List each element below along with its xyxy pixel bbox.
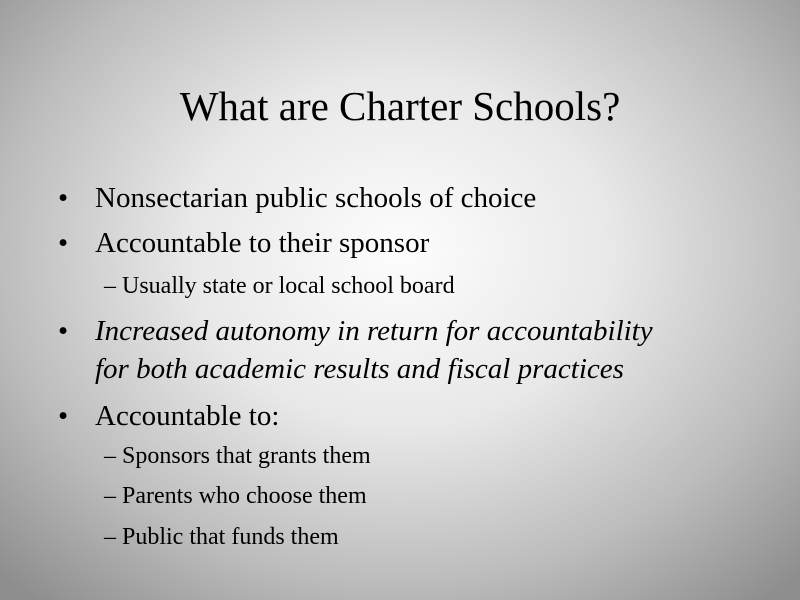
bullet-text-line: Increased autonomy in return for accountability: [95, 315, 653, 347]
sub-bullet-text: Usually state or local school board: [122, 273, 455, 299]
dash-icon: –: [104, 443, 116, 469]
bullet-point-icon: •: [58, 400, 69, 432]
bullet-point-icon: •: [58, 227, 69, 259]
bullet-item: [58, 312, 653, 388]
bullet-text: Accountable to their sponsor: [95, 227, 430, 259]
dash-icon: –: [104, 524, 116, 550]
bullet-text-line: for both academic results and fiscal practices: [95, 353, 624, 385]
bullet-point-icon: •: [58, 315, 69, 347]
sub-bullet-item: [104, 270, 455, 302]
sub-bullet-text: Sponsors that grants them: [122, 443, 371, 469]
sub-bullet-item: [104, 521, 339, 553]
bullet-item: [58, 179, 536, 217]
sub-bullet-text: Public that funds them: [122, 524, 339, 550]
sub-bullet-item: [104, 440, 371, 472]
dash-icon: –: [104, 273, 116, 299]
bullet-text: Accountable to:: [95, 400, 280, 432]
slide-title: What are Charter Schools?: [179, 83, 621, 129]
bullet-point-icon: •: [58, 182, 69, 214]
sub-bullet-item: [104, 480, 367, 512]
dash-icon: –: [104, 483, 116, 509]
bullet-item: [58, 224, 429, 262]
bullet-item: [58, 397, 279, 435]
sub-bullet-text: Parents who choose them: [122, 483, 367, 509]
bullet-text: Nonsectarian public schools of choice: [95, 182, 537, 214]
